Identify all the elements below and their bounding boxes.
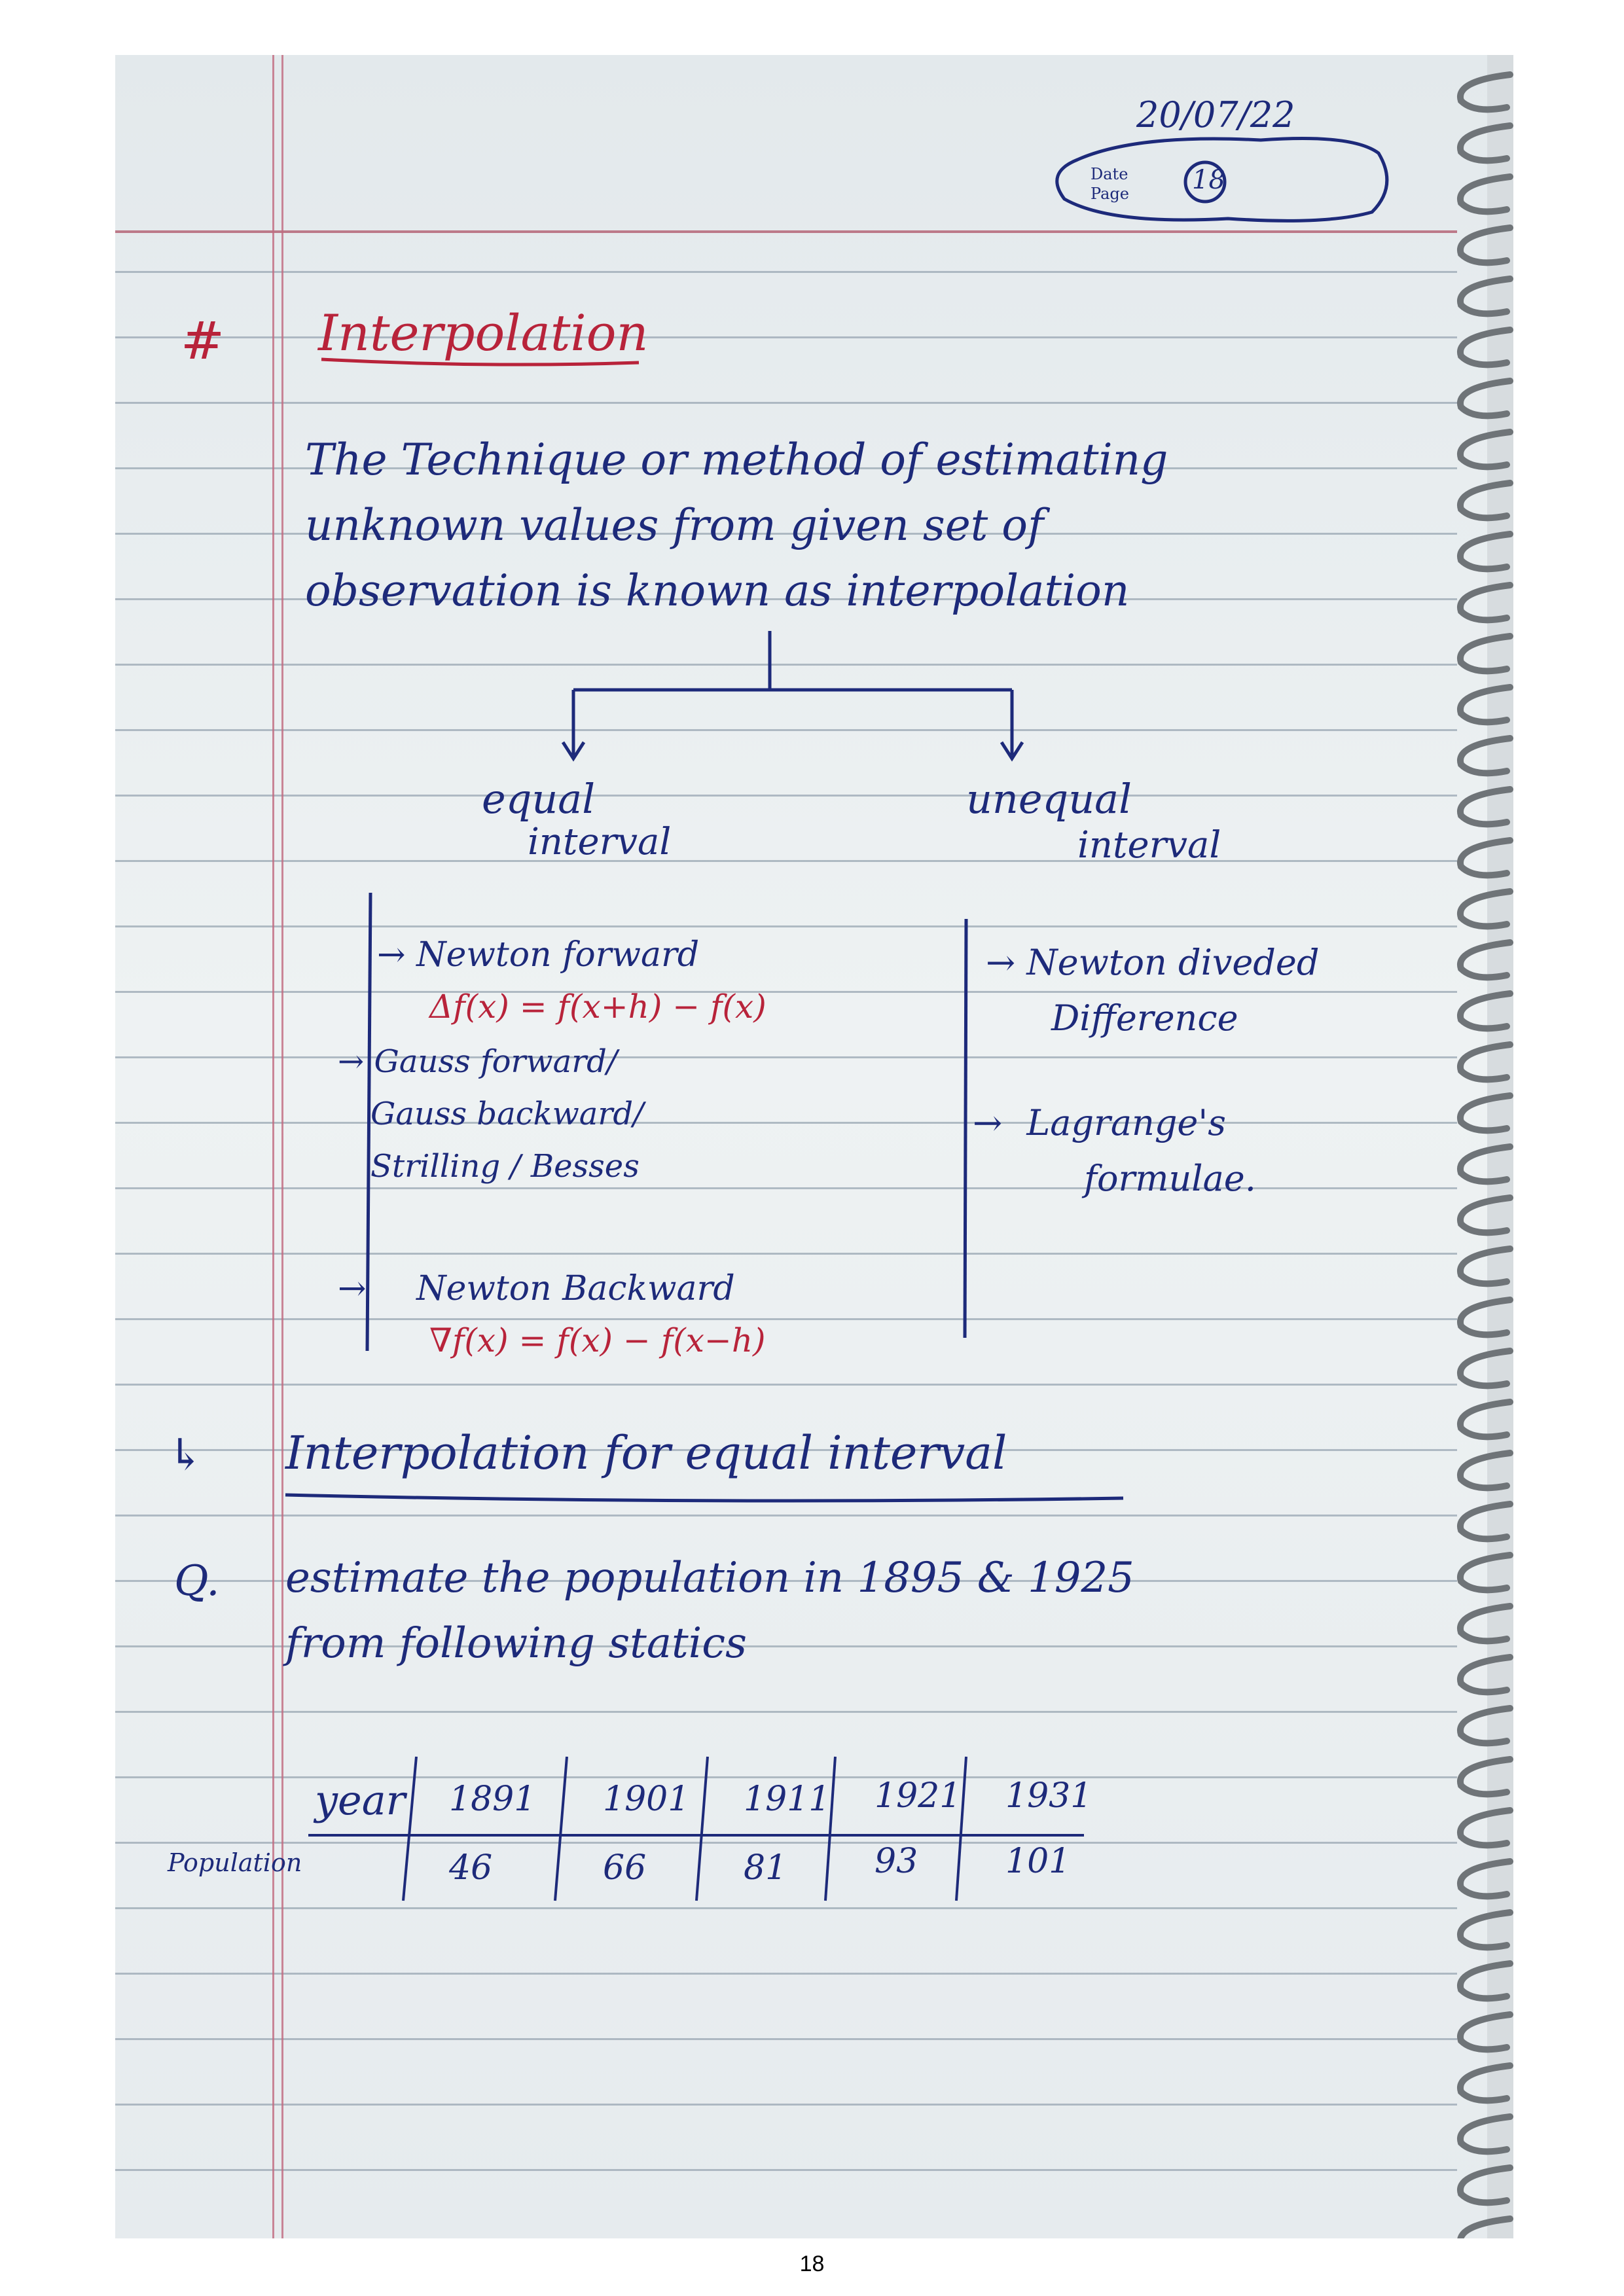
definition-line-2: unknown values from given set of bbox=[305, 500, 1044, 550]
unequal-interval-label: interval bbox=[1077, 824, 1221, 867]
section-heading: Interpolation for equal interval bbox=[285, 1426, 1007, 1480]
newton-backward-formula: ∇f(x) = f(x) − f(x−h) bbox=[429, 1321, 766, 1359]
newton-divided-text: Newton diveded bbox=[1026, 942, 1320, 983]
page-value: 18 bbox=[1192, 165, 1225, 195]
newton-divided-label: → Newton diveded bbox=[986, 942, 1320, 983]
newton-forward-text: Newton forward bbox=[416, 935, 700, 975]
gauss-forward-label: → Gauss forward/ bbox=[338, 1043, 618, 1080]
lagrange-line2: formulae. bbox=[1084, 1158, 1256, 1199]
section-arrow: ↳ bbox=[168, 1429, 204, 1480]
year-row-label: year bbox=[315, 1776, 406, 1824]
question-line-2: from following statics bbox=[285, 1619, 747, 1668]
unequal-label: unequal bbox=[966, 775, 1132, 823]
population-cell: 66 bbox=[603, 1848, 647, 1888]
population-cell: 93 bbox=[875, 1842, 918, 1881]
equal-interval-label: interval bbox=[528, 821, 672, 863]
ink-strokes bbox=[115, 55, 1513, 2238]
population-cell: 46 bbox=[449, 1848, 493, 1888]
year-cell: 1931 bbox=[1005, 1776, 1092, 1816]
definition-line-1: The Technique or method of estimating bbox=[305, 435, 1168, 485]
question-label: Q. bbox=[174, 1557, 220, 1605]
page-number: 18 bbox=[799, 2251, 825, 2276]
definition-line-3: observation is known as interpolation bbox=[305, 565, 1130, 616]
year-cell: 1891 bbox=[449, 1780, 536, 1819]
population-cell: 101 bbox=[1005, 1842, 1071, 1881]
page-label: Page bbox=[1091, 185, 1129, 203]
lagrange-text: Lagrange's bbox=[1026, 1102, 1226, 1143]
population-row-label: Population bbox=[168, 1848, 302, 1877]
newton-forward-label: → Newton forward bbox=[377, 935, 700, 975]
gauss-backward-text: Gauss backward/ bbox=[370, 1096, 644, 1132]
year-cell: 1911 bbox=[744, 1780, 831, 1819]
gauss-forward-text: Gauss forward/ bbox=[374, 1043, 618, 1080]
year-cell: 1921 bbox=[875, 1776, 962, 1816]
equal-label: equal bbox=[482, 775, 596, 823]
page-title: Interpolation bbox=[318, 304, 649, 362]
stirling-bessel-text: Strilling / Besses bbox=[370, 1148, 640, 1185]
date-label: Date bbox=[1091, 165, 1128, 183]
date-text: 20/07/22 bbox=[1136, 94, 1295, 135]
newton-backward-label: → Newton Backward bbox=[338, 1269, 735, 1308]
population-cell: 81 bbox=[744, 1848, 787, 1888]
newton-backward-text: Newton Backward bbox=[416, 1269, 735, 1308]
newton-divided-line2: Difference bbox=[1051, 997, 1238, 1039]
question-line-1: estimate the population in 1895 & 1925 bbox=[285, 1554, 1134, 1602]
newton-forward-formula: Δf(x) = f(x+h) − f(x) bbox=[429, 988, 767, 1026]
year-cell: 1901 bbox=[603, 1780, 690, 1819]
lagrange-label: → Lagrange's bbox=[973, 1102, 1226, 1143]
title-marker: # bbox=[181, 310, 225, 371]
notebook-photo bbox=[115, 55, 1513, 2238]
